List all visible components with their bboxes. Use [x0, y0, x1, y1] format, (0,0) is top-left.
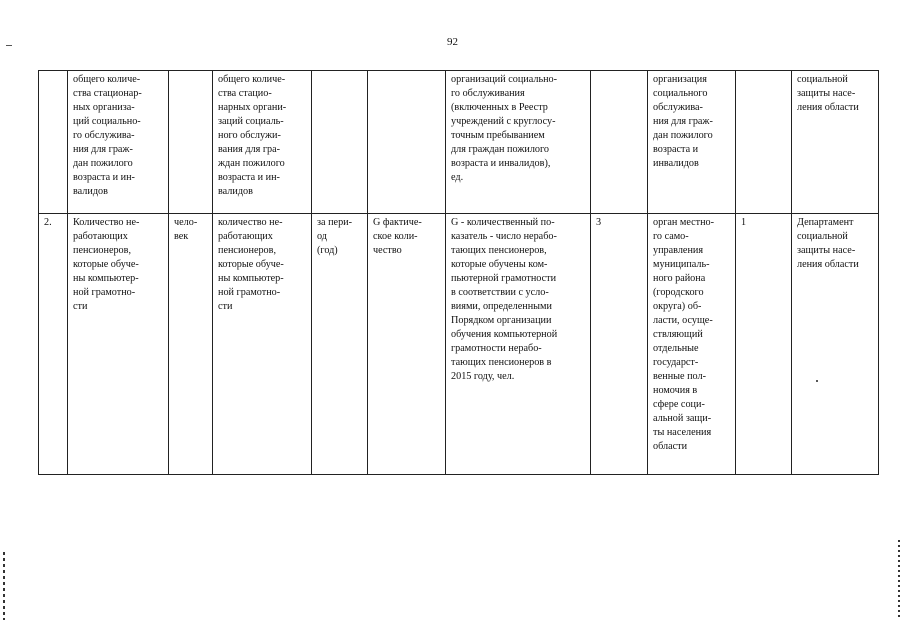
cell-indicator-name: общего количе- ства стационар- ных организа- ций социально- го обслужива- ния для граж- дан пожилого возраста и ин- валидов	[68, 71, 169, 214]
cell-indicator-name: Количество не- работающих пенсионеров, которые обуче- ны компьютер- ной грамотно- сти	[68, 214, 169, 475]
stray-dot	[816, 380, 818, 382]
cell-number	[39, 71, 68, 214]
cell-responsible: социальной защиты насе- ления области	[792, 71, 879, 214]
cell-source	[736, 71, 792, 214]
cell-subject: организация социального обслужива- ния для граж- дан пожилого возраста и инвалидов	[648, 71, 736, 214]
table-row	[39, 71, 879, 214]
cell-period	[312, 71, 368, 214]
cell-unit	[169, 71, 213, 214]
cell-variables: организаций социально- го обслуживания (включенных в Реестр учреждений с круглосу- точным пребыванием для граждан пожилого возраста и инвалидов), ед.	[446, 71, 591, 214]
table-row	[39, 214, 879, 475]
cell-definition: количество не- работающих пенсионеров, которые обуче- ны компьютер- ной грамотно- сти	[213, 214, 312, 475]
cell-subject: орган местно- го само- управления муниципаль- ного района (городского округа) об- ласти, осуще- ствляющий отдельные государст- венные пол- номочия в сфере соци- альной защи- ты населения области	[648, 214, 736, 475]
cell-method	[591, 71, 648, 214]
scan-edge-left	[3, 552, 5, 620]
cell-source: 1	[736, 214, 792, 475]
cell-period: за пери- од (год)	[312, 214, 368, 475]
cell-formula	[368, 71, 446, 214]
cell-definition: общего количе- ства стацио- нарных органи- заций социаль- ного обслужи- вания для гра- ждан пожилого возраста и ин- валидов	[213, 71, 312, 214]
cell-responsible: Департамент социальной защиты насе- ления области	[792, 214, 879, 475]
cell-method: 3	[591, 214, 648, 475]
cell-variables: G - количественный по- казатель - число нерабо- тающих пенсионеров, которые обучены ком- пьютерной грамотности в соответствии с усло- виями, определенными Порядком организации обучения компьютерной грамотности нерабо- тающих пенсионеров в 2015 году, чел.	[446, 214, 591, 475]
cell-formula: G фактиче- ское коли- чество	[368, 214, 446, 475]
indicator-table	[38, 70, 879, 475]
cell-number: 2.	[39, 214, 68, 475]
cell-unit: чело- век	[169, 214, 213, 475]
scan-edge-right	[898, 540, 900, 620]
page-number: 92	[447, 36, 458, 48]
margin-mark	[6, 45, 12, 46]
